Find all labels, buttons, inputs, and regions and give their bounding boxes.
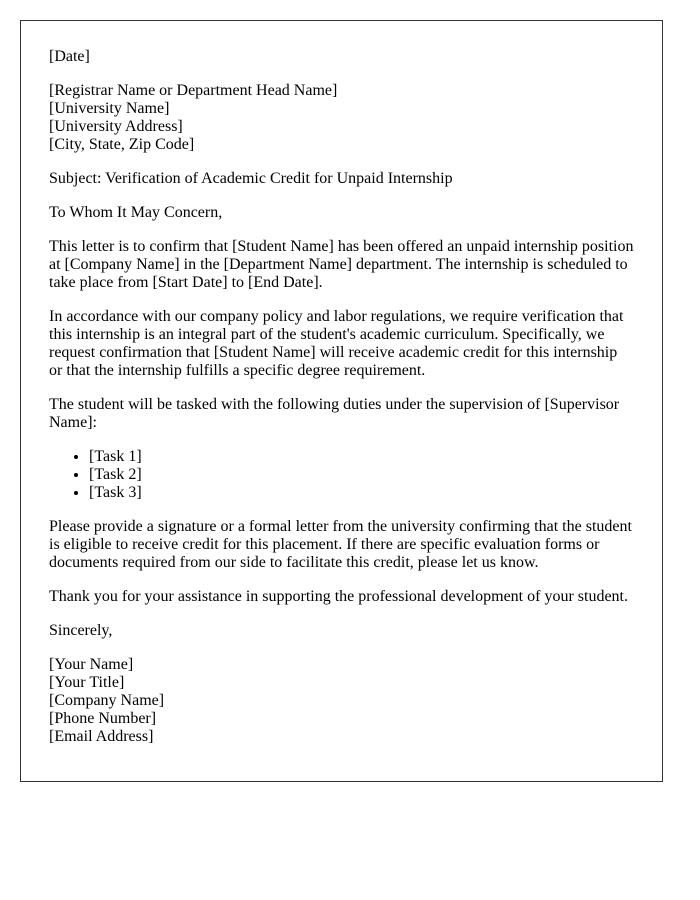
- recipient-line: [University Address]: [49, 118, 183, 135]
- body-paragraph: The student will be tasked with the following duties under the supervision of [Supervisor Name]:: [49, 396, 620, 431]
- sender-line: [Email Address]: [49, 728, 154, 745]
- subject: Subject: Verification of Academic Credit for Unpaid Internship: [49, 170, 453, 187]
- body-paragraph: Thank you for your assistance in supporting the professional development of your student.: [49, 588, 628, 605]
- salutation: To Whom It May Concern,: [49, 204, 223, 221]
- body-paragraph: This letter is to confirm that [Student Name] has been offered an unpaid internship position at [Company Name] in the [Department Name] department. The internship is scheduled to take place from [Start Date] to [End Date].: [49, 238, 634, 291]
- sender-line: [Phone Number]: [49, 710, 157, 727]
- task-item: • [Task 1]: [89, 448, 634, 466]
- signoff: Sincerely,: [49, 622, 113, 639]
- recipient-address: [49, 82, 634, 154]
- task-item: • [Task 2]: [89, 466, 634, 484]
- recipient-line: [University Name]: [49, 100, 170, 117]
- body-paragraph: Please provide a signature or a formal letter from the university confirming that the student is eligible to receive credit for this placement. If there are specific evaluation forms or documents required from our side to facilitate this credit, please let us know.: [49, 518, 632, 571]
- task-item: • [Task 3]: [89, 484, 634, 502]
- sender-line: [Company Name]: [49, 692, 165, 709]
- recipient-line: [Registrar Name or Department Head Name]: [49, 82, 338, 99]
- recipient-line: [City, State, Zip Code]: [49, 136, 195, 153]
- body-paragraph: In accordance with our company policy and labor regulations, we require verification that this internship is an integral part of the student's academic curriculum. Specifically, we request confirmation that [Student Name] will receive academic credit for this internship or that the internship fulfills a specific degree requirement.: [49, 308, 624, 379]
- sender-line: [Your Title]: [49, 674, 125, 691]
- sender-block: [49, 656, 634, 746]
- date: [Date]: [49, 48, 90, 65]
- letter: [20, 20, 663, 782]
- sender-line: [Your Name]: [49, 656, 134, 673]
- task-list: [49, 448, 634, 502]
